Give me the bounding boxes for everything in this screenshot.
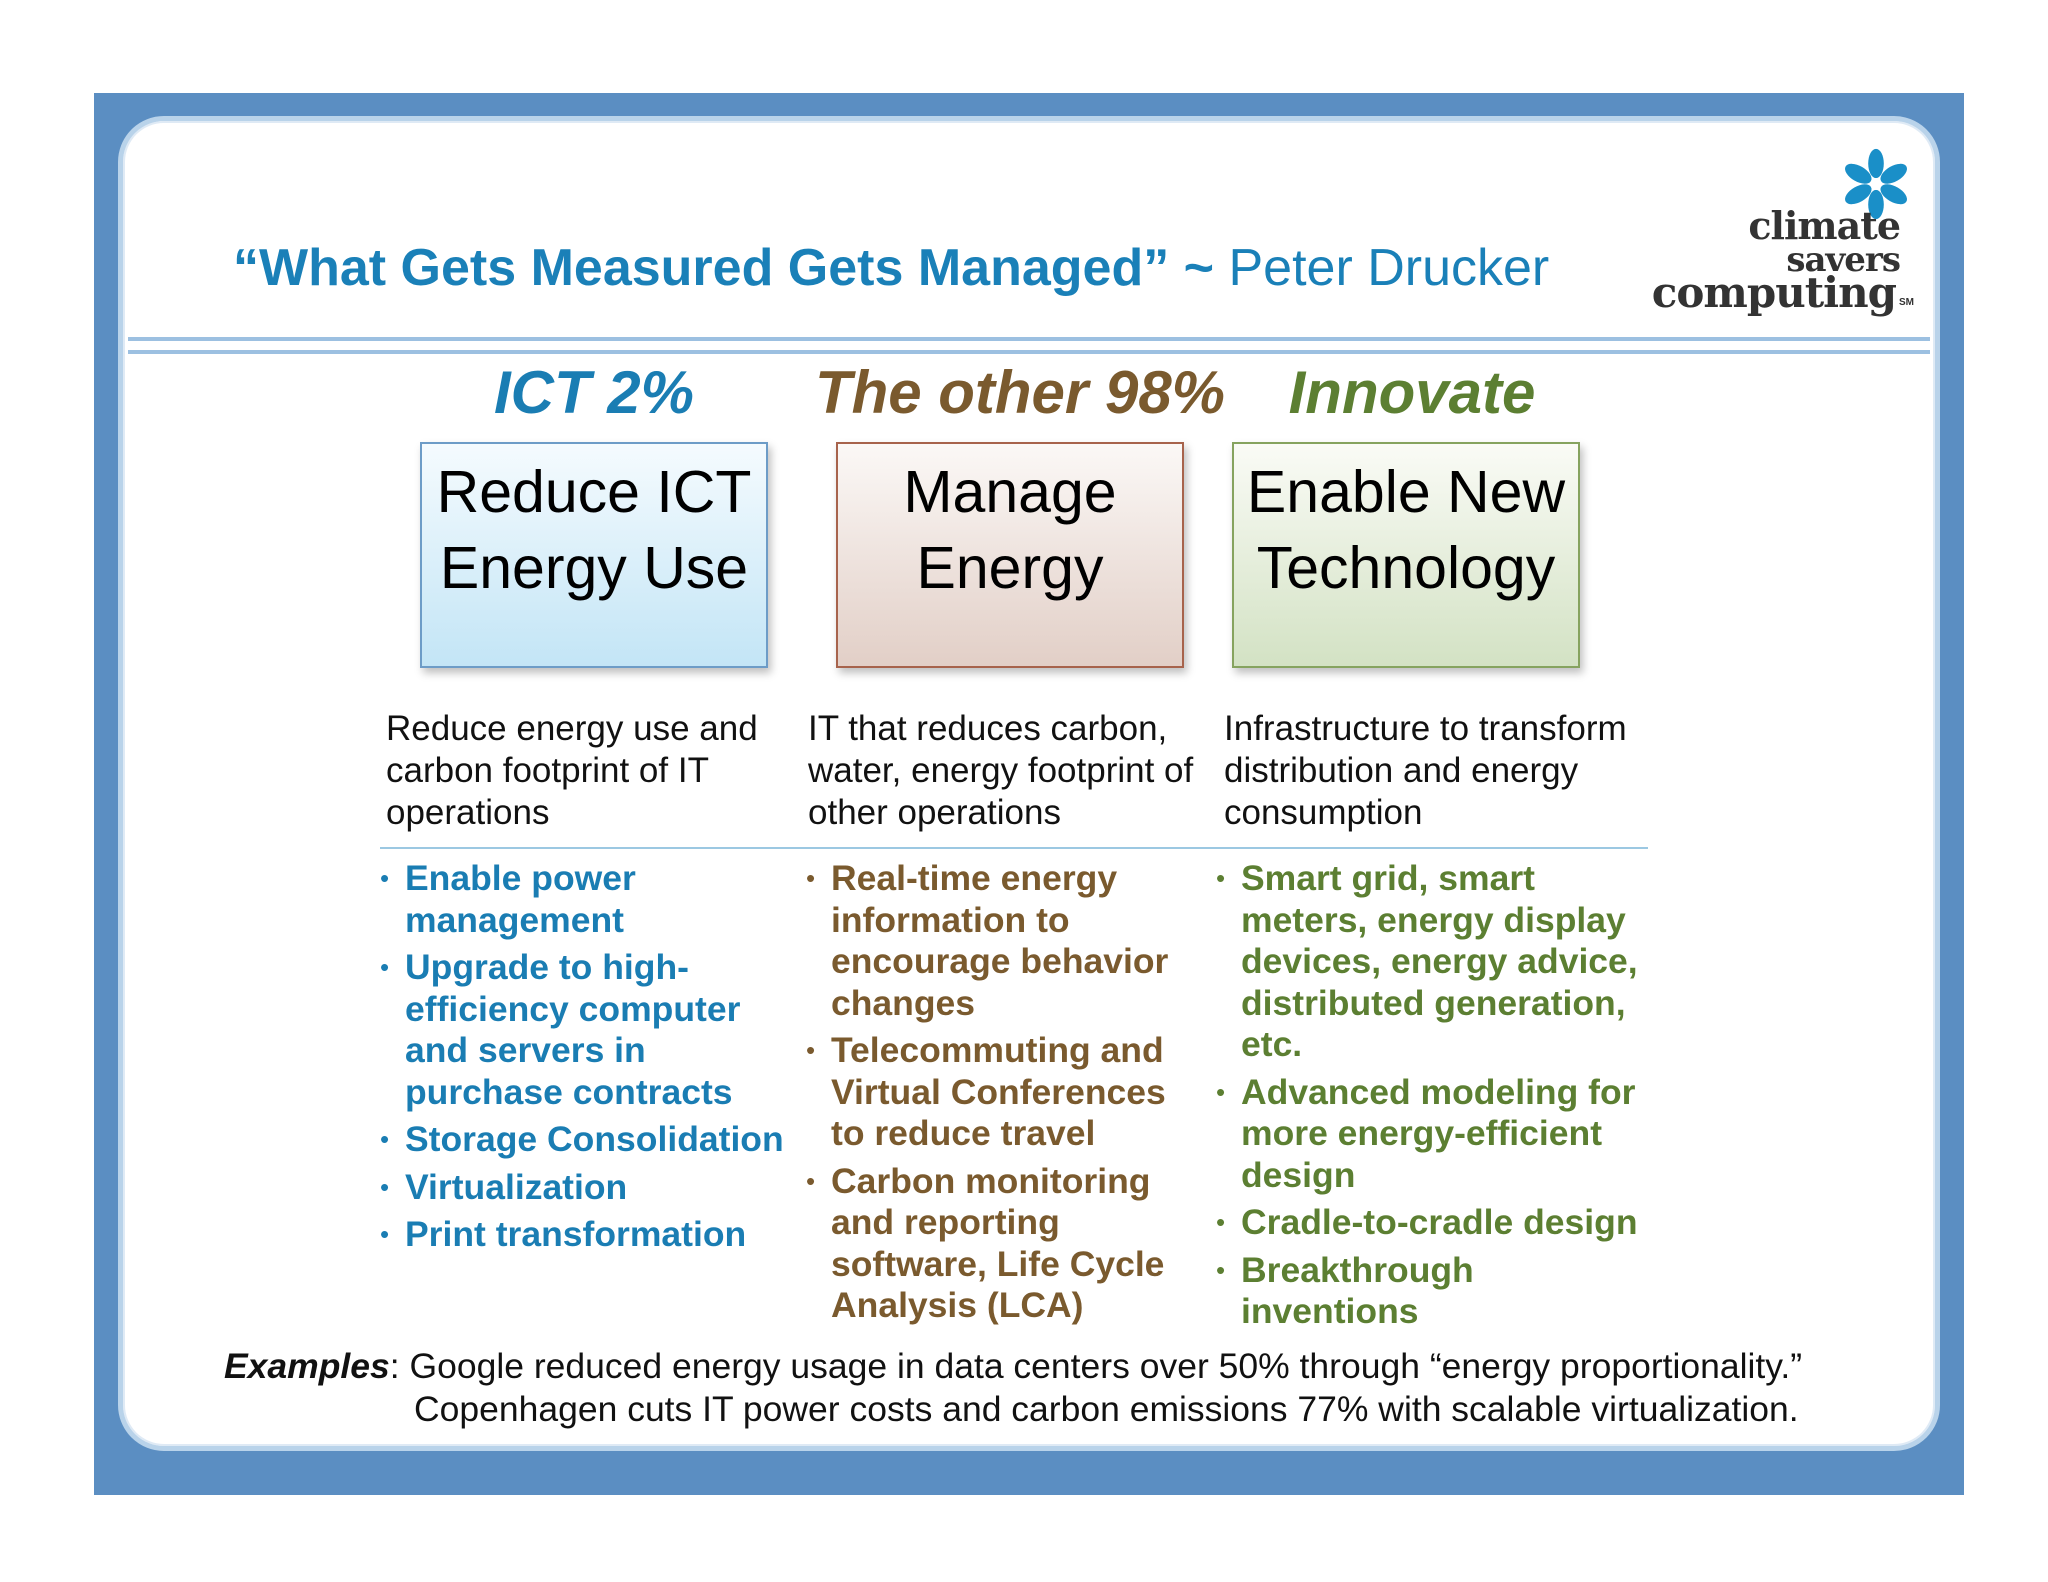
examples-footer [224, 1345, 1864, 1431]
column-heading-ict: ICT 2% [493, 359, 695, 426]
list-item: • Cradle-to-cradle design [1216, 1202, 1656, 1244]
list-item: • Breakthrough inventions [1216, 1250, 1656, 1333]
bullet-list-ict [380, 858, 800, 1262]
examples-line-2: Copenhagen cuts IT power costs and carbon emissions 77% with scalable virtualization. [414, 1389, 1799, 1429]
logo-word-savers: savers [1786, 240, 1900, 280]
box-reduce-ict-energy [420, 442, 768, 668]
list-item: • Enable power management [380, 858, 800, 941]
logo-word-computing: computing [1651, 268, 1896, 317]
examples-line-1: Google reduced energy usage in data centers over 50% through “energy proportionality.” [399, 1346, 1803, 1386]
examples-colon: : [389, 1346, 400, 1386]
header-rule-top [128, 337, 1930, 341]
column-heading-other: The other 98% [814, 359, 1226, 426]
box-enable-new-technology [1232, 442, 1580, 668]
list-item: • Smart grid, smart meters, energy display devices, energy advice, distributed generation, etc. [1216, 858, 1656, 1066]
description-other: IT that reduces carbon, water, energy footprint of other operations [808, 709, 1194, 832]
list-item: • Telecommuting and Virtual Conferences to reduce travel [806, 1030, 1206, 1155]
box-line: Energy Use [439, 535, 749, 601]
header-rule-bottom [128, 350, 1930, 354]
list-item: • Real-time energy information to encourage behavior changes [806, 858, 1206, 1024]
description-ict: Reduce energy use and carbon footprint of IT operations [386, 709, 758, 832]
list-item: • Virtualization [380, 1167, 800, 1209]
box-line: Manage [903, 459, 1117, 525]
bullet-list-other [806, 858, 1206, 1333]
title-separator: ~ [1169, 239, 1229, 297]
title-author: Peter Drucker [1228, 239, 1550, 297]
examples-label: Examples [224, 1346, 390, 1386]
column-heading-innovate: Innovate [1288, 359, 1536, 426]
logo-word-climate: climate [1748, 203, 1900, 248]
box-line: Energy [916, 535, 1104, 601]
section-divider [380, 847, 1648, 849]
list-item: • Storage Consolidation [380, 1119, 800, 1161]
slide-title [233, 232, 1593, 304]
box-line: Technology [1256, 535, 1556, 601]
bullet-list-innovate [1216, 858, 1656, 1339]
logo-service-mark: SM [1899, 297, 1914, 308]
climate-savers-logo [1651, 145, 1920, 317]
list-item: • Upgrade to high-efficiency computer and servers in purchase contracts [380, 947, 800, 1113]
title-quote: “What Gets Measured Gets Managed” [233, 239, 1170, 297]
list-item: • Advanced modeling for more energy-efficient design [1216, 1072, 1656, 1197]
list-item: • Print transformation [380, 1214, 800, 1256]
description-innovate: Infrastructure to transform distribution and energy consumption [1224, 709, 1627, 832]
box-line: Enable New [1246, 459, 1566, 525]
box-line: Reduce ICT [436, 459, 752, 525]
list-item: • Carbon monitoring and reporting software, Life Cycle Analysis (LCA) [806, 1161, 1206, 1327]
box-manage-energy [836, 442, 1184, 668]
